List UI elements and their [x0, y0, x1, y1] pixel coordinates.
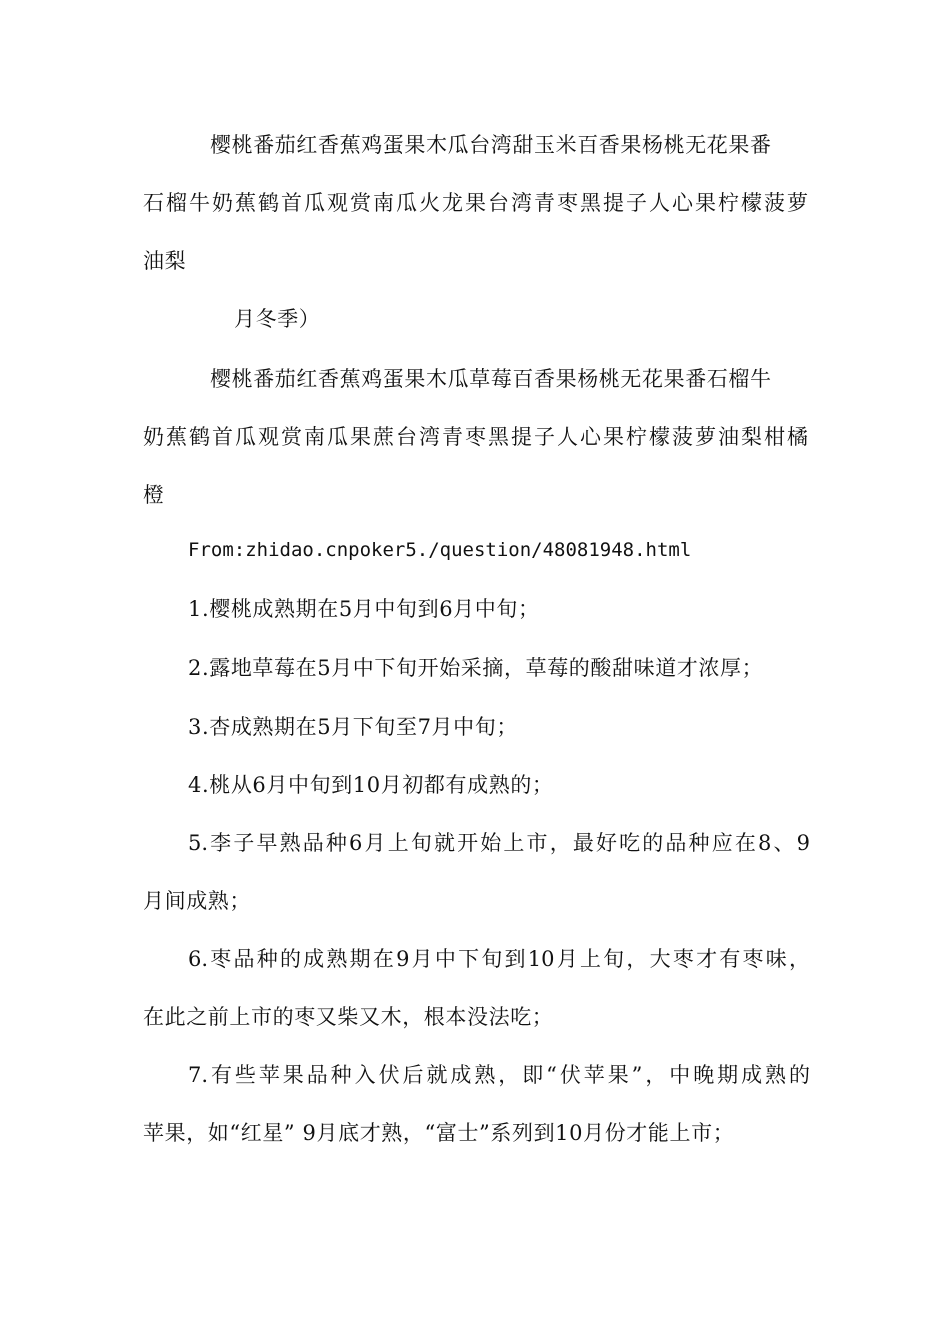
list-item: 3.杏成熟期在5月下旬至7月中旬； — [188, 715, 518, 739]
paragraph-line: 在此之前上市的枣又柴又木，根本没法吃； — [143, 1005, 554, 1029]
paragraph-line: 樱桃番茄红香蕉鸡蛋果木瓜草莓百香果杨桃无花果番石榴牛 — [210, 367, 772, 391]
paragraph-line: 樱桃番茄红香蕉鸡蛋果木瓜台湾甜玉米百香果杨桃无花果番 — [210, 133, 772, 157]
paragraph-line: 苹果，如“红星” 9月底才熟，“富士”系列到10月份才能上市； — [143, 1121, 735, 1145]
paragraph-line: 奶蕉鹤首瓜观赏南瓜果蔗台湾青枣黑提子人心果柠檬菠萝油梨柑橘 — [143, 425, 808, 449]
paragraph-line: 6.枣品种的成熟期在9月中下旬到10月上旬，大枣才有枣味， — [188, 947, 810, 971]
paragraph-line: 月间成熟； — [143, 889, 251, 913]
paragraph-line: 石榴牛奶蕉鹤首瓜观赏南瓜火龙果台湾青枣黑提子人心果柠檬菠萝 — [143, 191, 808, 215]
list-item: 1.樱桃成熟期在5月中旬到6月中旬； — [188, 597, 540, 621]
paragraph-line: 橙 — [143, 483, 165, 507]
paragraph-line: 7.有些苹果品种入伏后就成熟，即“伏苹果”，中晚期成熟的 — [188, 1063, 810, 1087]
paragraph-line: 5.李子早熟品种6月上旬就开始上市，最好吃的品种应在8、9 — [188, 831, 810, 855]
paragraph-line: 油梨 — [143, 249, 187, 273]
source-link: From:zhidao.cnpoker5./question/48081948.html — [188, 539, 692, 561]
list-item: 4.桃从6月中旬到10月初都有成熟的； — [188, 773, 554, 797]
list-item: 2.露地草莓在5月中下旬开始采摘，草莓的酸甜味道才浓厚； — [188, 656, 764, 680]
season-heading: 月冬季） — [234, 307, 321, 331]
